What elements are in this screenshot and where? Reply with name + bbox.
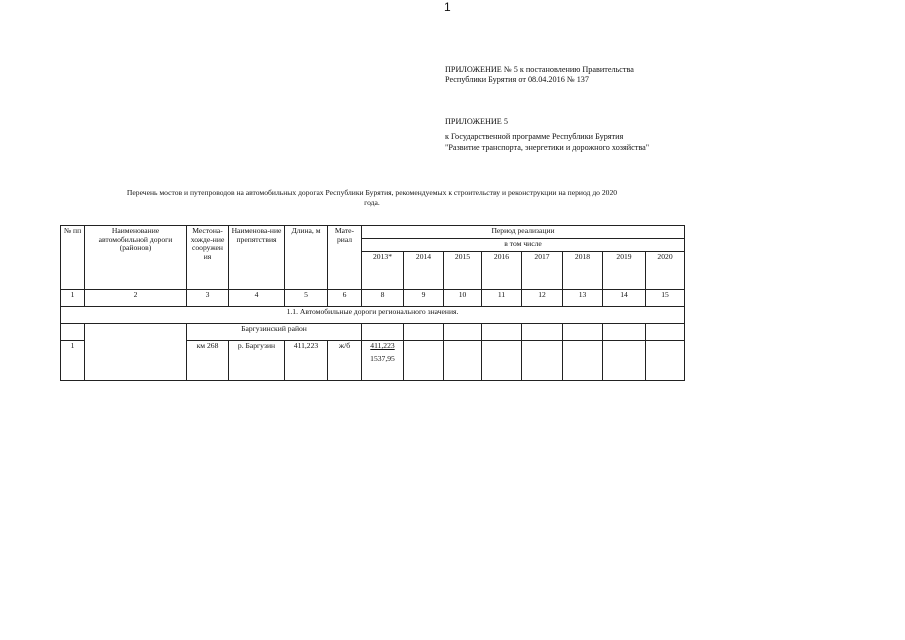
annex-header-line1: ПРИЛОЖЕНИЕ № 5 к постановлению Правительства (445, 65, 634, 74)
empty-cell (522, 324, 563, 341)
column-number: 8 (362, 290, 404, 307)
header-including: в том числе (362, 239, 685, 252)
column-number: 2 (85, 290, 187, 307)
empty-cell (444, 341, 482, 381)
header-length: Длина, м (285, 226, 328, 290)
document-title (60, 188, 684, 208)
header-material: Мате-риал (328, 226, 362, 290)
annex-block-title: ПРИЛОЖЕНИЕ 5 (445, 117, 508, 126)
column-number: 11 (482, 290, 522, 307)
empty-cell (522, 341, 563, 381)
table-row (61, 341, 685, 381)
bridges-table (60, 225, 685, 381)
section-title: 1.1. Автомобильные дороги регионального значения. (61, 307, 685, 324)
column-number: 5 (285, 290, 328, 307)
empty-cell (362, 324, 404, 341)
empty-cell (482, 324, 522, 341)
annex-block (445, 116, 649, 153)
empty-cell (444, 324, 482, 341)
row-2013-top-value: 411,223 (370, 341, 395, 350)
section-row (61, 307, 685, 324)
empty-cell (563, 341, 603, 381)
column-number: 15 (646, 290, 685, 307)
empty-cell (482, 341, 522, 381)
annex-block-line1: к Государственной программе Республики Бурятия (445, 132, 624, 141)
document-title-line1: Перечень мостов и путепроводов на автомобильных дорогах Республики Бурятия, рекомендуемых к строительству и реконструкции на период до 2020 (126, 188, 618, 197)
row-obstacle: р. Баргузин (229, 341, 285, 381)
header-num: № пп (61, 226, 85, 290)
annex-block-line2: "Развитие транспорта, энергетики и дорожного хозяйства" (445, 143, 650, 152)
header-road: Наименование автомобильной дороги (районов) (85, 226, 187, 290)
district-row (61, 324, 685, 341)
row-length: 411,223 (285, 341, 328, 381)
header-obstacle: Наименова-ние препятствия (229, 226, 285, 290)
row-num: 1 (61, 341, 85, 381)
document-title-line2: года. (364, 198, 380, 207)
empty-cell (646, 324, 685, 341)
row-location: км 268 (187, 341, 229, 381)
district-name: Баргузинский район (187, 324, 362, 341)
row-2013-bottom-value: 1537,95 (370, 353, 395, 363)
column-number: 12 (522, 290, 563, 307)
header-year: 2020 (646, 252, 685, 290)
annex-header-line2: Республики Бурятия от 08.04.2016 № 137 (445, 75, 589, 84)
header-year: 2019 (603, 252, 646, 290)
column-number: 10 (444, 290, 482, 307)
empty-cell (563, 324, 603, 341)
empty-cell (404, 324, 444, 341)
header-location: Местона-хожде-ние сооружен ия (187, 226, 229, 290)
header-year: 2016 (482, 252, 522, 290)
row-road (85, 341, 187, 381)
column-number-row (61, 290, 685, 307)
header-year: 2015 (444, 252, 482, 290)
header-year: 2018 (563, 252, 603, 290)
empty-cell (61, 324, 85, 341)
column-number: 3 (187, 290, 229, 307)
header-year: 2013* (362, 252, 404, 290)
row-2013 (362, 341, 404, 381)
empty-cell (404, 341, 444, 381)
annex-header (445, 65, 634, 85)
empty-cell (85, 324, 187, 341)
header-year: 2017 (522, 252, 563, 290)
column-number: 6 (328, 290, 362, 307)
header-year: 2014 (404, 252, 444, 290)
column-number: 1 (61, 290, 85, 307)
empty-cell (603, 341, 646, 381)
column-number: 9 (404, 290, 444, 307)
empty-cell (603, 324, 646, 341)
column-number: 13 (563, 290, 603, 307)
column-number: 14 (603, 290, 646, 307)
column-number: 4 (229, 290, 285, 307)
page-number: 1 (444, 0, 451, 14)
header-period: Период реализации (362, 226, 685, 239)
row-material: ж/б (328, 341, 362, 381)
empty-cell (646, 341, 685, 381)
